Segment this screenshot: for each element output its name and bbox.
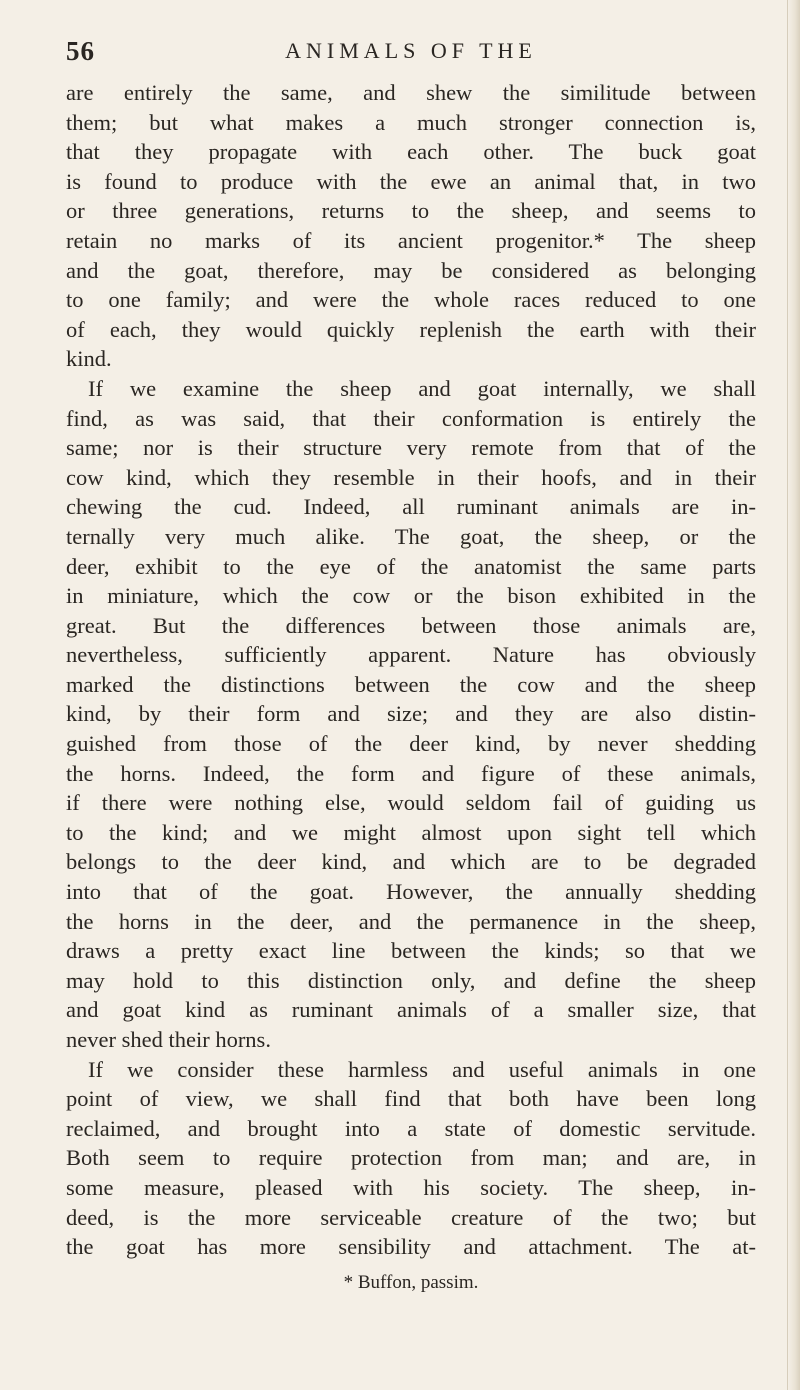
text-line: is found to produce with the ewe an animal that, in two — [66, 168, 756, 194]
text-line: point of view, we shall find that both have been long — [66, 1086, 756, 1112]
text-line: into that of the goat. However, the annually shedding — [66, 879, 756, 905]
text-line: to the kind; and we might almost upon sight tell which — [66, 819, 756, 845]
text-line: to one family; and were the whole races reduced to one — [66, 287, 756, 313]
text-line: reclaimed, and brought into a state of domestic servitude. — [66, 1115, 756, 1141]
text-line: and goat kind as ruminant animals of a smaller size, that — [66, 997, 756, 1023]
text-line: nevertheless, sufficiently apparent. Nature has obviously — [66, 642, 756, 668]
paragraph-start-line: If we consider these harmless and useful animals in one — [88, 1056, 756, 1082]
text-line: chewing the cud. Indeed, all ruminant animals are in- — [66, 494, 756, 520]
body-text — [66, 78, 756, 1262]
text-line: the horns. Indeed, the form and figure of these animals, — [66, 760, 756, 786]
paragraph-start-line: If we examine the sheep and goat internally, we shall — [88, 375, 756, 401]
page-header — [66, 36, 756, 70]
text-line: retain no marks of its ancient progenitor.* The sheep — [66, 227, 756, 253]
text-line: deer, exhibit to the eye of the anatomist the same parts — [66, 553, 756, 579]
text-line: of each, they would quickly replenish the earth with their — [66, 316, 756, 342]
running-head: ANIMALS OF THE — [285, 38, 537, 63]
text-line: and the goat, therefore, may be considered as belonging — [66, 257, 756, 283]
text-line: same; nor is their structure very remote from that of the — [66, 435, 756, 461]
text-line: in miniature, which the cow or the bison exhibited in the — [66, 583, 756, 609]
text-line: kind. — [66, 346, 112, 372]
text-line: draws a pretty exact line between the kinds; so that we — [66, 938, 756, 964]
page-edge — [787, 0, 800, 1390]
text-line: some measure, pleased with his society. The sheep, in- — [66, 1174, 756, 1200]
text-line: find, as was said, that their conformation is entirely the — [66, 405, 756, 431]
text-line: that they propagate with each other. The buck goat — [66, 139, 756, 165]
text-line: kind, by their form and size; and they are also distin- — [66, 701, 756, 727]
text-line: Both seem to require protection from man; and are, in — [66, 1145, 756, 1171]
text-line: the goat has more sensibility and attachment. The at- — [66, 1234, 756, 1260]
page-number: 56 — [66, 36, 95, 66]
text-line: great. But the differences between those animals are, — [66, 612, 756, 638]
text-line: never shed their horns. — [66, 1027, 271, 1052]
text-line: the horns in the deer, and the permanence in the sheep, — [66, 908, 756, 934]
text-line: belongs to the deer kind, and which are to be degraded — [66, 849, 756, 875]
text-line: cow kind, which they resemble in their hoofs, and in their — [66, 464, 756, 490]
text-line: or three generations, returns to the sheep, and seems to — [66, 198, 756, 224]
text-line: are entirely the same, and shew the similitude between — [66, 80, 756, 105]
text-line: marked the distinctions between the cow and the sheep — [66, 671, 756, 697]
text-line: deed, is the more serviceable creature of the two; but — [66, 1204, 756, 1230]
text-line: them; but what makes a much stronger connection is, — [66, 109, 756, 135]
text-line: guished from those of the deer kind, by never shedding — [66, 731, 756, 757]
text-line: ternally very much alike. The goat, the sheep, or the — [66, 523, 756, 549]
text-line: if there were nothing else, would seldom fail of guiding us — [66, 790, 756, 816]
footnote: * Buffon, passim. — [343, 1272, 479, 1293]
text-line: may hold to this distinction only, and define the sheep — [66, 967, 756, 993]
